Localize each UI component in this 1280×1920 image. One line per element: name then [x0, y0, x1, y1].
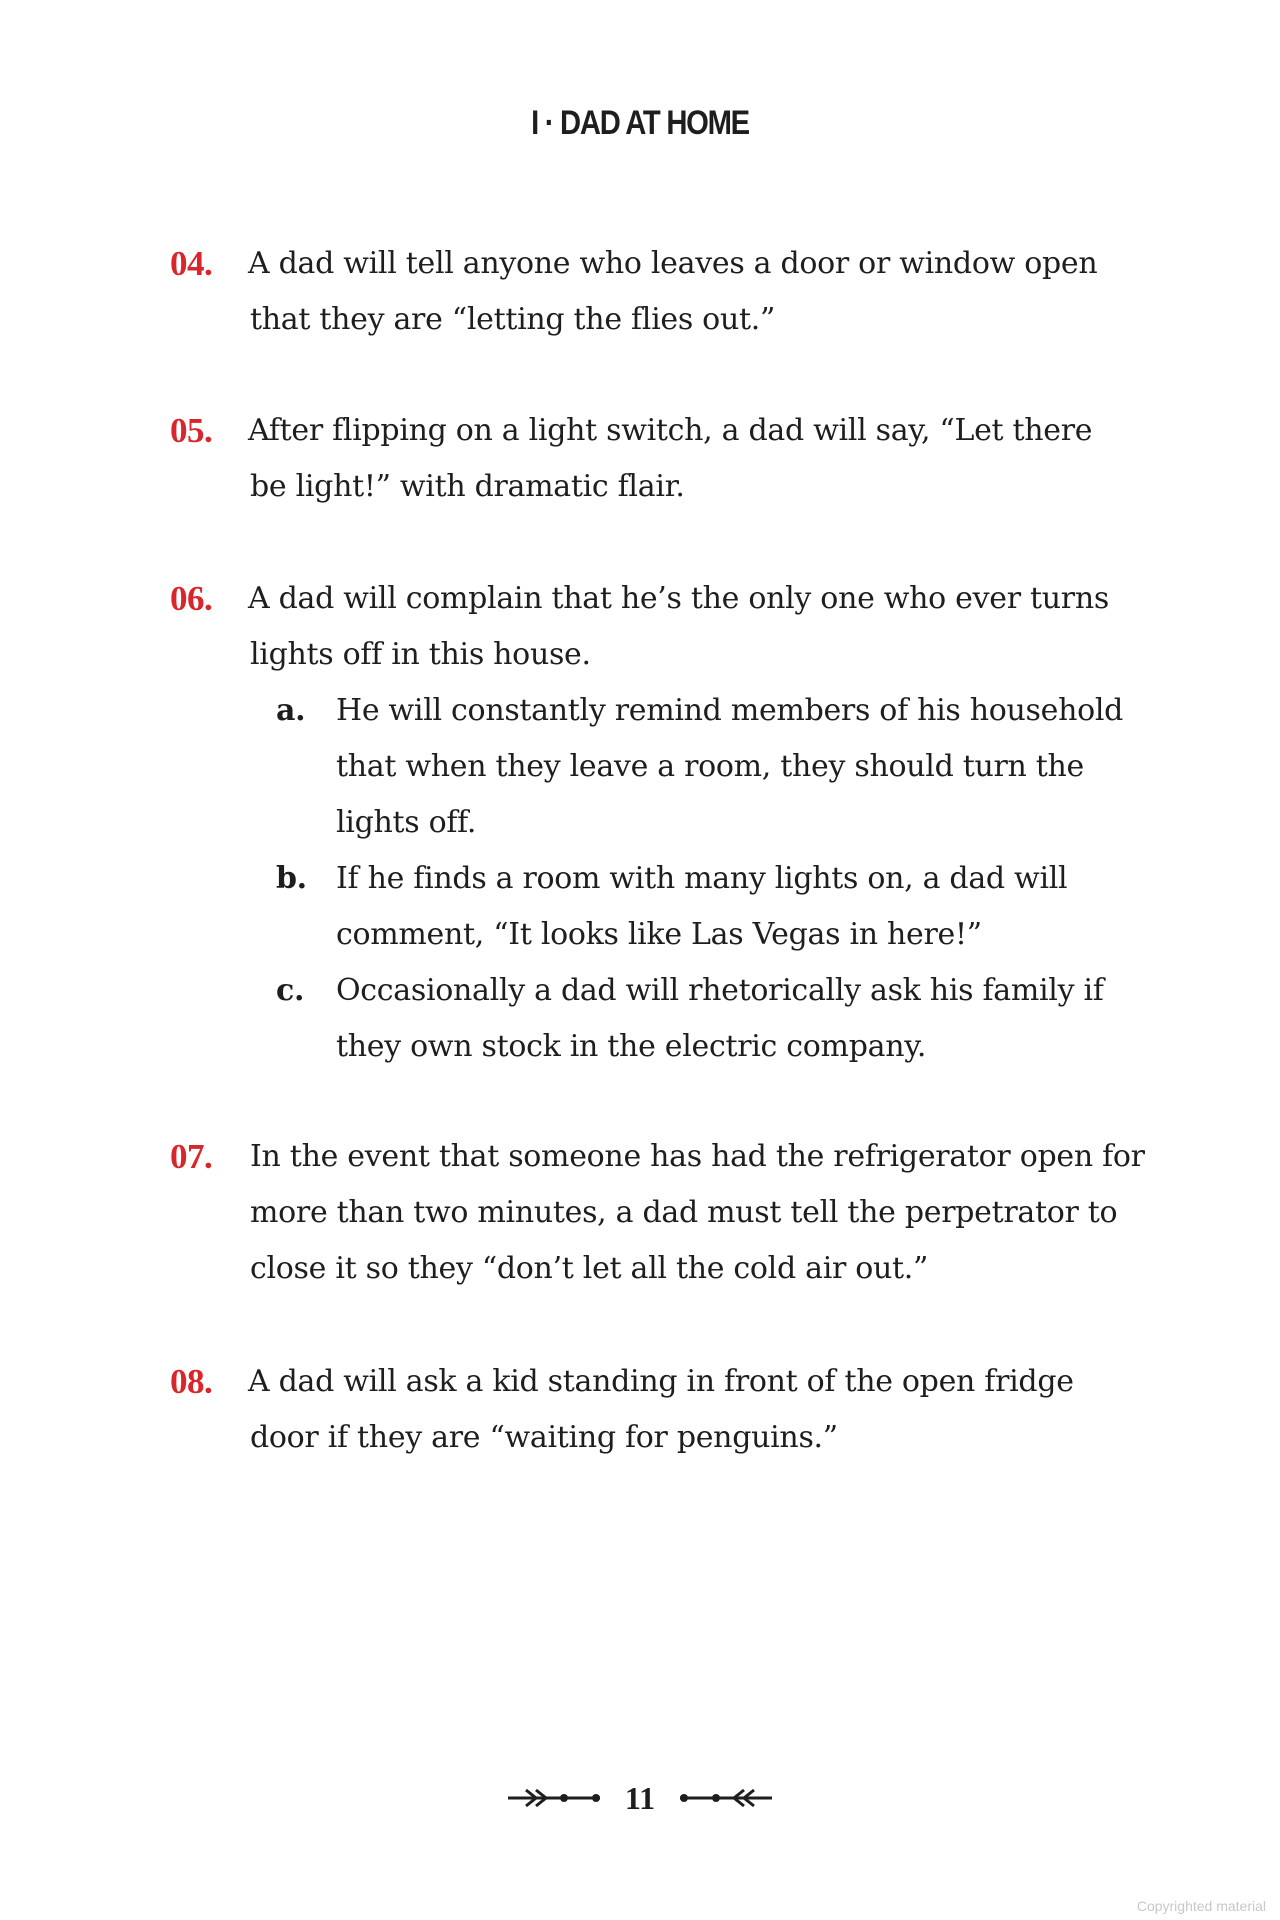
entry-number: 04.	[170, 244, 213, 283]
entry-line: After flipping on a light switch, a dad will say, “Let there	[248, 413, 1093, 448]
entry-text	[250, 403, 1170, 515]
entry-line: lights off in this house.	[250, 637, 591, 672]
entry-text	[250, 1129, 1170, 1297]
arrow-ornament-left-icon	[506, 1786, 602, 1810]
subitem-marker: a.	[276, 693, 306, 728]
chapter-header: I · DAD AT HOME	[531, 104, 749, 142]
subitem-line: lights off.	[336, 805, 477, 840]
arrow-ornament-right-icon	[678, 1786, 774, 1810]
subitem-line: that when they leave a room, they should turn the	[336, 749, 1085, 784]
entry-line: A dad will complain that he’s the only one who ever turns	[248, 581, 1109, 616]
entry-line: A dad will tell anyone who leaves a door or window open	[248, 246, 1098, 281]
entry-line: more than two minutes, a dad must tell the perpetrator to	[250, 1195, 1118, 1230]
subitem-b	[276, 851, 1170, 963]
entry-line: In the event that someone has had the refrigerator open for	[250, 1139, 1145, 1174]
entry-text	[250, 1354, 1170, 1466]
subitem-a	[276, 683, 1170, 851]
entry-number: 08.	[170, 1362, 213, 1401]
entry-line: close it so they “don’t let all the cold air out.”	[250, 1251, 929, 1286]
entry-line: door if they are “waiting for penguins.”	[250, 1420, 838, 1455]
entry-number: 05.	[170, 411, 213, 450]
subitem-marker: c.	[276, 973, 305, 1008]
page-footer	[0, 1776, 1280, 1820]
copyright-watermark: Copyrighted material	[1136, 1898, 1266, 1914]
subitem-line: If he finds a room with many lights on, a dad will	[336, 861, 1068, 896]
entry-text	[250, 571, 1170, 1075]
entry-text	[250, 236, 1170, 348]
subitem-line: comment, “It looks like Las Vegas in here!”	[336, 917, 982, 952]
subitem-c	[276, 963, 1170, 1075]
subitem-line: He will constantly remind members of his household	[336, 693, 1124, 728]
entry-number: 07.	[170, 1137, 213, 1176]
entry-line: A dad will ask a kid standing in front of the open fridge	[248, 1364, 1074, 1399]
entry-number: 06.	[170, 579, 213, 618]
page-number: 11	[624, 1780, 656, 1816]
subitem-line: Occasionally a dad will rhetorically ask his family if	[336, 973, 1104, 1008]
subitem-marker: b.	[276, 861, 307, 896]
subitem-line: they own stock in the electric company.	[336, 1029, 927, 1064]
entry-line: be light!” with dramatic flair.	[250, 469, 685, 504]
entry-line: that they are “letting the flies out.”	[250, 302, 775, 337]
